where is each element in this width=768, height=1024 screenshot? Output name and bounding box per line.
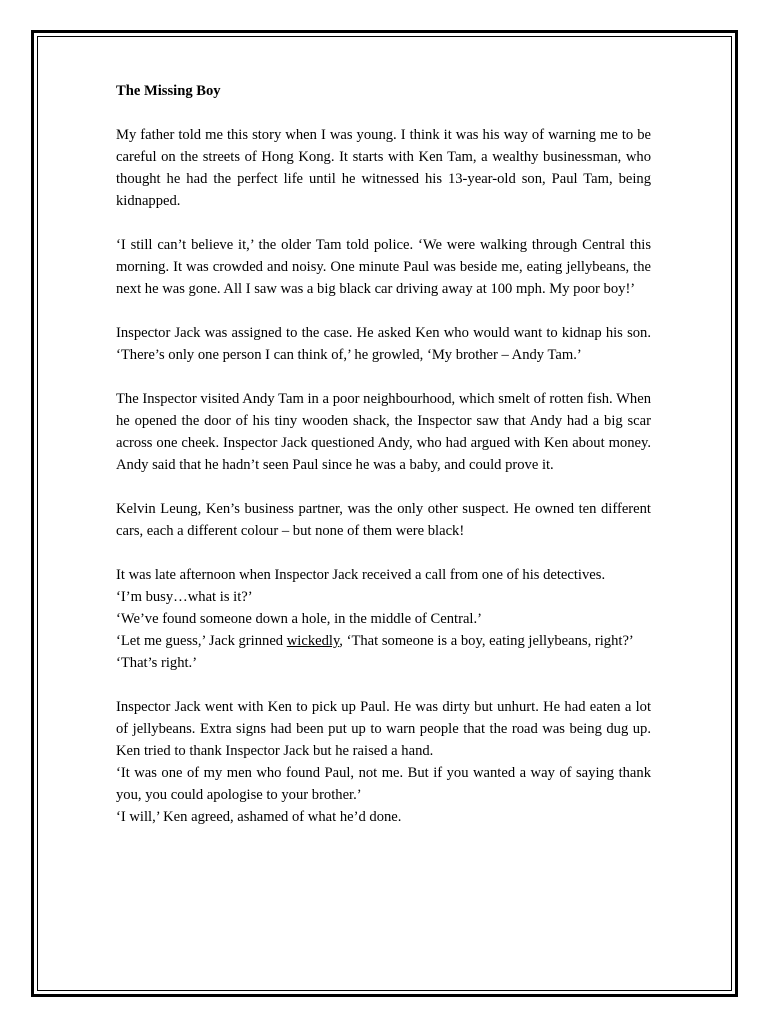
paragraph-intro: My father told me this story when I was young. I think it was his way of warning me to be careful on the streets of Hong Kong. It starts with Ken Tam, a wealthy businessman, who thought he had the perfect life until he witnessed his 13-year-old son, Paul Tam, being kidnapped. bbox=[116, 127, 651, 209]
dialogue-line-guess bbox=[116, 630, 651, 652]
paragraph-kelvin-suspect: Kelvin Leung, Ken’s business partner, was the only other suspect. He owned ten different cars, each a different colour – but none of them were black! bbox=[116, 501, 651, 539]
paragraph-andy-visit: The Inspector visited Andy Tam in a poor neighbourhood, which smelt of rotten fish. When he opened the door of his tiny wooden shack, the Inspector saw that Andy had a big scar across one cheek. Inspector Jack questioned Andy, who had argued with Ken about money. Andy said that he hadn’t seen Paul since he was a baby, and could prove it. bbox=[116, 391, 651, 473]
underlined-word: wickedly bbox=[286, 633, 340, 649]
dialogue-text: ‘Let me guess,’ Jack grinned bbox=[116, 633, 287, 649]
dialogue-line: ‘I’m busy…what is it?’ bbox=[116, 589, 253, 605]
ending-line: ‘It was one of my men who found Paul, not me. But if you wanted a way of saying thank you, you could apologise to your brother.’ bbox=[116, 765, 651, 803]
document-body bbox=[116, 80, 651, 850]
ending-paragraph: Inspector Jack went with Ken to pick up Paul. He was dirty but unhurt. He had eaten a lot of jellybeans. Extra signs had been put up to warn people that the road was being dug up. Ken tried to thank Inspector Jack but he raised a hand. bbox=[116, 699, 651, 759]
dialogue-line: ‘We’ve found someone down a hole, in the middle of Central.’ bbox=[116, 611, 482, 627]
ending-block bbox=[116, 696, 651, 828]
dialogue-block bbox=[116, 564, 651, 674]
ending-line: ‘I will,’ Ken agreed, ashamed of what he’d done. bbox=[116, 809, 402, 825]
paragraph-inspector-assigned: Inspector Jack was assigned to the case. He asked Ken who would want to kidnap his son. ‘There’s only one person I can think of,’ he growled, ‘My brother – Andy Tam.’ bbox=[116, 325, 651, 363]
dialogue-text: , ‘That someone is a boy, eating jellybeans, right?’ bbox=[339, 633, 634, 649]
document-title: The Missing Boy bbox=[116, 83, 221, 99]
dialogue-line: It was late afternoon when Inspector Jack received a call from one of his detectives. bbox=[116, 567, 606, 583]
paragraph-ken-statement: ‘I still can’t believe it,’ the older Tam told police. ‘We were walking through Central this morning. It was crowded and noisy. One minute Paul was beside me, eating jellybeans, the next he was gone. All I saw was a big black car driving away at 100 mph. My poor boy!’ bbox=[116, 237, 651, 297]
dialogue-line: ‘That’s right.’ bbox=[116, 655, 198, 671]
